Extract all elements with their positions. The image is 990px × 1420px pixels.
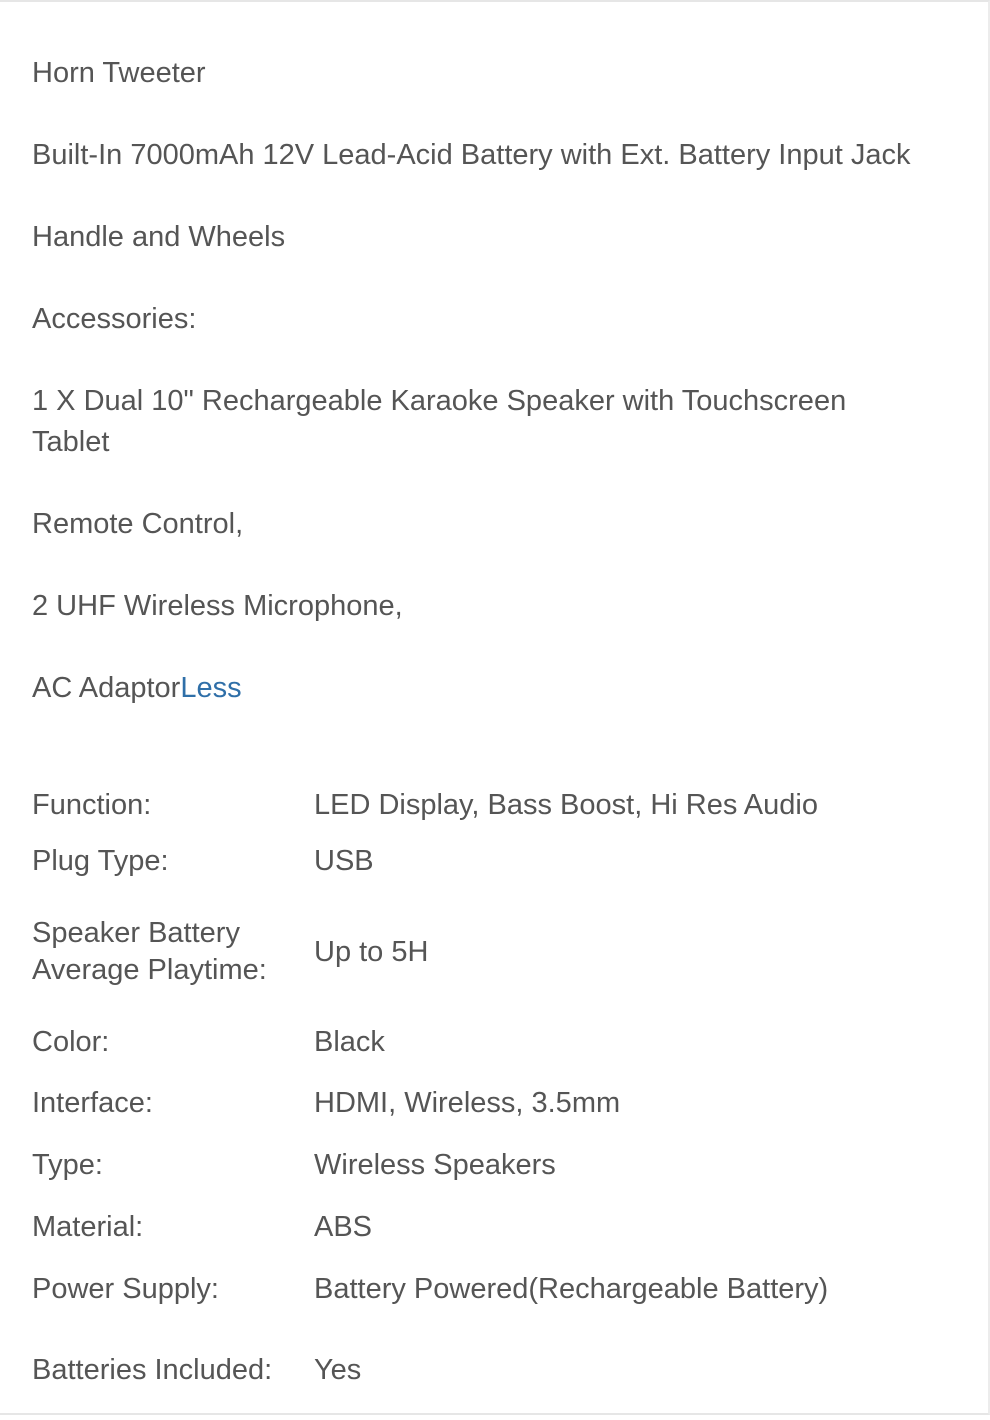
description-line-ac-adaptor (32, 668, 912, 709)
spec-value-color: Black (314, 1025, 385, 1058)
spec-row-function (32, 780, 962, 830)
spec-value-battery-playtime: Up to 5H (314, 935, 429, 968)
spec-value-interface: HDMI, Wireless, 3.5mm (314, 1086, 621, 1119)
spec-value-batteries-included: Yes (314, 1353, 362, 1386)
spec-label-battery-playtime: Speaker Battery Average Playtime: (32, 917, 267, 986)
less-link[interactable]: Less (180, 672, 242, 704)
spec-label-power-supply: Power Supply: (32, 1272, 219, 1305)
description-line-speaker-accessory: 1 X Dual 10" Rechargeable Karaoke Speaker with Touchscreen Tablet (32, 385, 847, 458)
description-line-accessories-heading: Accessories: (32, 303, 197, 335)
spec-row-interface (32, 1072, 962, 1134)
description-line-battery: Built-In 7000mAh 12V Lead-Acid Battery with Ext. Battery Input Jack (32, 139, 911, 171)
spec-row-plug-type (32, 830, 962, 892)
spec-value-type: Wireless Speakers (314, 1148, 556, 1181)
spec-value-material: ABS (314, 1210, 373, 1243)
product-description (32, 53, 912, 709)
ac-adaptor-text: AC Adaptor (32, 672, 181, 704)
spec-row-color (32, 1012, 962, 1072)
spec-row-power-supply (32, 1258, 962, 1320)
description-line-remote-control: Remote Control, (32, 508, 244, 540)
spec-label-type: Type: (32, 1148, 103, 1181)
description-line-horn-tweeter: Horn Tweeter (32, 57, 206, 89)
spec-value-power-supply: Battery Powered(Rechargeable Battery) (314, 1272, 829, 1305)
spec-label-material: Material: (32, 1210, 144, 1243)
description-line-microphone: 2 UHF Wireless Microphone, (32, 590, 403, 622)
product-specifications (32, 780, 962, 1420)
spec-value-function: LED Display, Bass Boost, Hi Res Audio (314, 788, 818, 821)
spec-label-color: Color: (32, 1025, 110, 1058)
spec-row-type (32, 1134, 962, 1196)
spec-row-material (32, 1196, 962, 1258)
spec-label-interface: Interface: (32, 1086, 153, 1119)
spec-label-batteries-included: Batteries Included: (32, 1353, 273, 1386)
spec-label-function: Function: (32, 788, 152, 821)
spec-value-plug-type: USB (314, 844, 374, 877)
description-line-handle-wheels: Handle and Wheels (32, 221, 286, 253)
spec-row-batteries-included (32, 1320, 962, 1420)
spec-label-plug-type: Plug Type: (32, 844, 169, 877)
spec-row-battery-playtime (32, 892, 962, 1012)
